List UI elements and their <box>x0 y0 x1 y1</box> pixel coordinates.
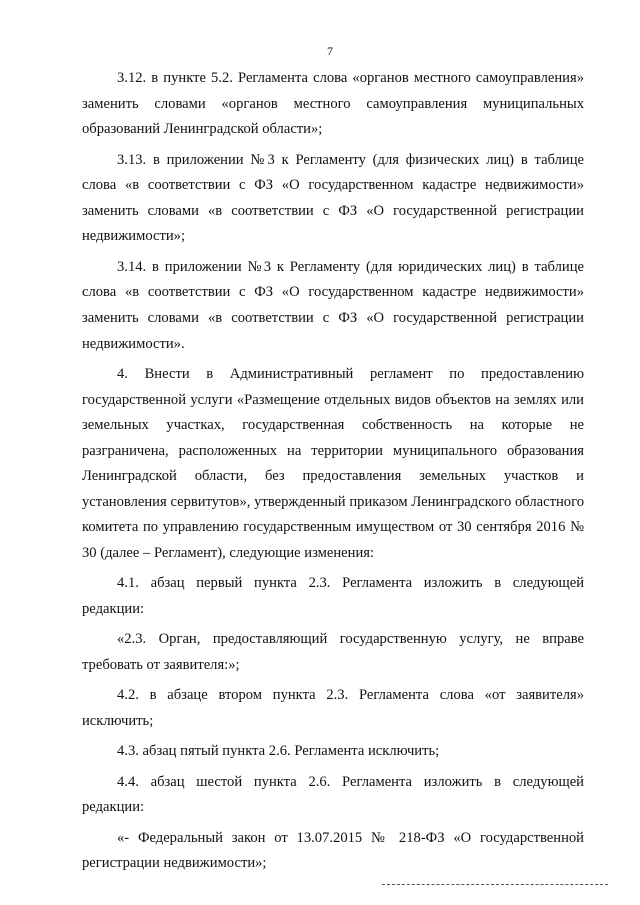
paragraph-quote-law: «- Федеральный закон от 13.07.2015 № 218-ФЗ «О государственной регистрации недвижимости»; <box>82 829 584 872</box>
paragraph-4-3: 4.3. абзац пятый пункта 2.6. Регламента исключить; <box>117 743 440 760</box>
paragraph-4-1: 4.1. абзац первый пункта 2.3. Регламента изложить в следующей редакции: <box>82 575 584 618</box>
paragraph-4: 4. Внести в Административный регламент по предоставлению государственной услуги «Размещение отдельных видов объектов на землях или земельных участках, государственная собственность на которые не разграничена, расположенных на территории муниципального образования Ленинградской области, без предоставления земельных участков и установления сервитутов», утвержденный приказом Ленинградского областного комитета по управлению государственным имуществом от 30 сентября 2016 № 30 (далее – Регламент), следующие изменения: <box>82 365 584 562</box>
page-number: 7 <box>327 44 333 58</box>
document-body <box>82 66 584 882</box>
paragraph-3-13: 3.13. в приложении №3 к Регламенту (для физических лиц) в таблице слова «в соответствии с ФЗ «О государственном кадастре недвижимости» заменить словами «в соответствии с ФЗ «О государственной регистрации недвижимости»; <box>82 151 584 245</box>
paragraph-4-4: 4.4. абзац шестой пункта 2.6. Регламента изложить в следующей редакции: <box>82 773 584 816</box>
paragraph-4-2: 4.2. в абзаце втором пункта 2.3. Регламента слова «от заявителя» исключить; <box>82 687 584 730</box>
paragraph-3-14: 3.14. в приложении №3 к Регламенту (для юридических лиц) в таблице слова «в соответствии с ФЗ «О государственном кадастре недвижимости» заменить словами «в соответствии с ФЗ «О государственной регистрации недвижимости». <box>82 258 584 352</box>
footer-divider <box>382 884 608 885</box>
paragraph-quote-2-3: «2.3. Орган, предоставляющий государственную услугу, не вправе требовать от заявителя:»; <box>82 631 584 674</box>
paragraph-3-12: 3.12. в пункте 5.2. Регламента слова «органов местного самоуправления» заменить словами «органов местного самоуправления муниципальных образований Ленинградской области»; <box>82 70 584 138</box>
